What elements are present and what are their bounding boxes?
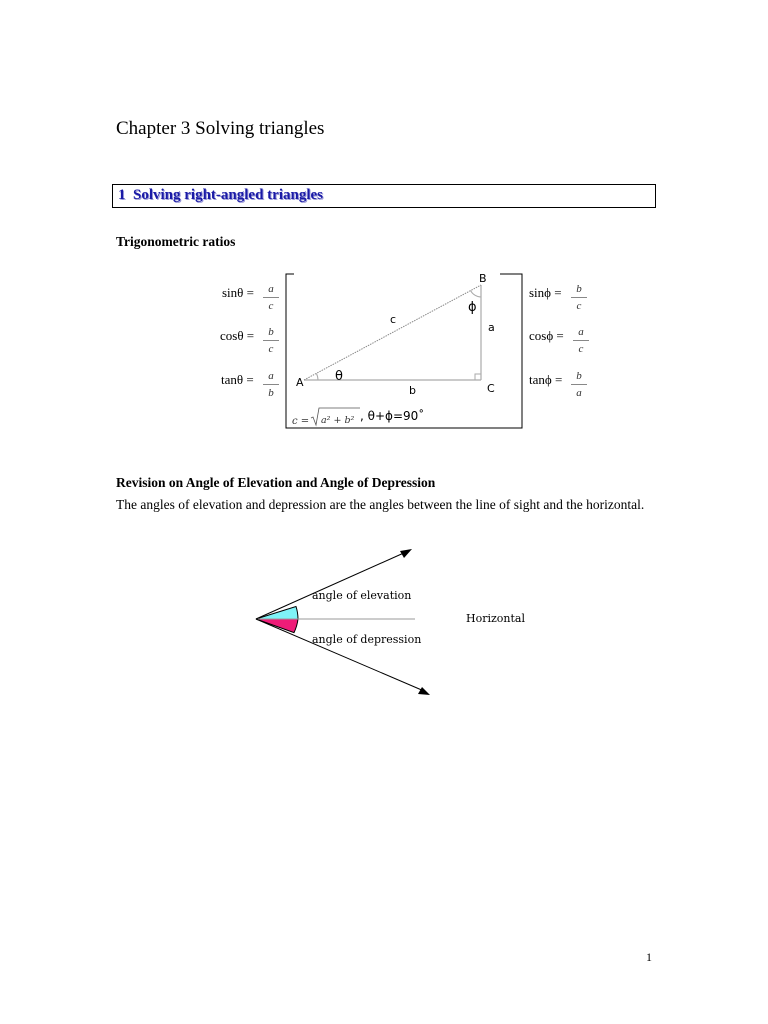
denominator: c — [268, 343, 274, 355]
page-number: 1 — [646, 950, 652, 964]
fraction — [571, 369, 587, 400]
numerator: a — [578, 326, 584, 338]
fraction — [263, 325, 279, 356]
revision-heading: Revision on Angle of Elevation and Angle of Depression — [116, 475, 436, 490]
numerator: b — [576, 370, 582, 382]
section-number: 1 — [118, 187, 126, 203]
side-a-label: a — [488, 321, 495, 334]
revision-body: The angles of elevation and depression are the angles between the line of sight and the horizontal. — [116, 497, 645, 512]
right-triangle-figure — [282, 270, 526, 432]
elevation-sight-line — [256, 552, 406, 619]
horizontal-label: Horizontal — [466, 612, 525, 625]
section-heading — [118, 187, 323, 204]
fraction — [571, 282, 587, 313]
phi-label: ϕ — [468, 300, 477, 315]
elevation-arrowhead — [400, 549, 412, 558]
denominator: c — [578, 343, 584, 355]
ratio-label: cosϕ = — [529, 328, 564, 343]
ratio-label: tanθ = — [221, 372, 254, 387]
fraction — [573, 325, 589, 356]
elevation-depression-figure — [250, 540, 540, 702]
theta-label: θ — [335, 369, 343, 384]
formula-radicand: a² + b² — [321, 415, 355, 426]
denominator: a — [576, 387, 582, 399]
chapter-title: Chapter 3 Solving triangles — [116, 118, 325, 139]
side-b-label: b — [409, 384, 416, 397]
ratio-label: tanϕ = — [529, 372, 563, 387]
vertex-b-label: B — [479, 272, 487, 285]
elevation-label: angle of elevation — [312, 589, 412, 602]
numerator: a — [268, 283, 274, 295]
section-heading-box — [112, 184, 656, 208]
formula-suffix: , θ+ϕ=90˚ — [360, 409, 425, 423]
depression-label: angle of depression — [312, 633, 422, 646]
denominator: c — [268, 300, 274, 312]
numerator: b — [268, 326, 274, 338]
fraction — [263, 282, 279, 313]
fraction — [263, 369, 279, 400]
theta-arc — [316, 373, 318, 380]
ratio-label: sinϕ = — [529, 285, 562, 300]
phi-arc — [471, 291, 481, 297]
side-c-line — [304, 285, 481, 380]
vertex-c-label: C — [487, 382, 495, 395]
section-title: Solving right-angled triangles — [133, 187, 324, 203]
ratio-label: cosθ = — [220, 328, 255, 343]
ratio-label: sinθ = — [222, 285, 254, 300]
numerator: a — [268, 370, 274, 382]
formula-prefix: c = — [292, 416, 310, 427]
vertex-a-label: A — [296, 376, 304, 389]
figure-frame — [286, 274, 522, 428]
depression-sight-line — [256, 619, 424, 691]
elevation-angle-sector — [256, 607, 298, 620]
right-angle-marker — [475, 374, 481, 380]
side-c-label: c — [390, 313, 397, 326]
numerator: b — [576, 283, 582, 295]
depression-angle-sector — [256, 619, 298, 633]
denominator: b — [268, 387, 274, 399]
depression-arrowhead — [418, 687, 430, 695]
trig-ratios-heading: Trigonometric ratios — [116, 234, 236, 249]
denominator: c — [576, 300, 582, 312]
